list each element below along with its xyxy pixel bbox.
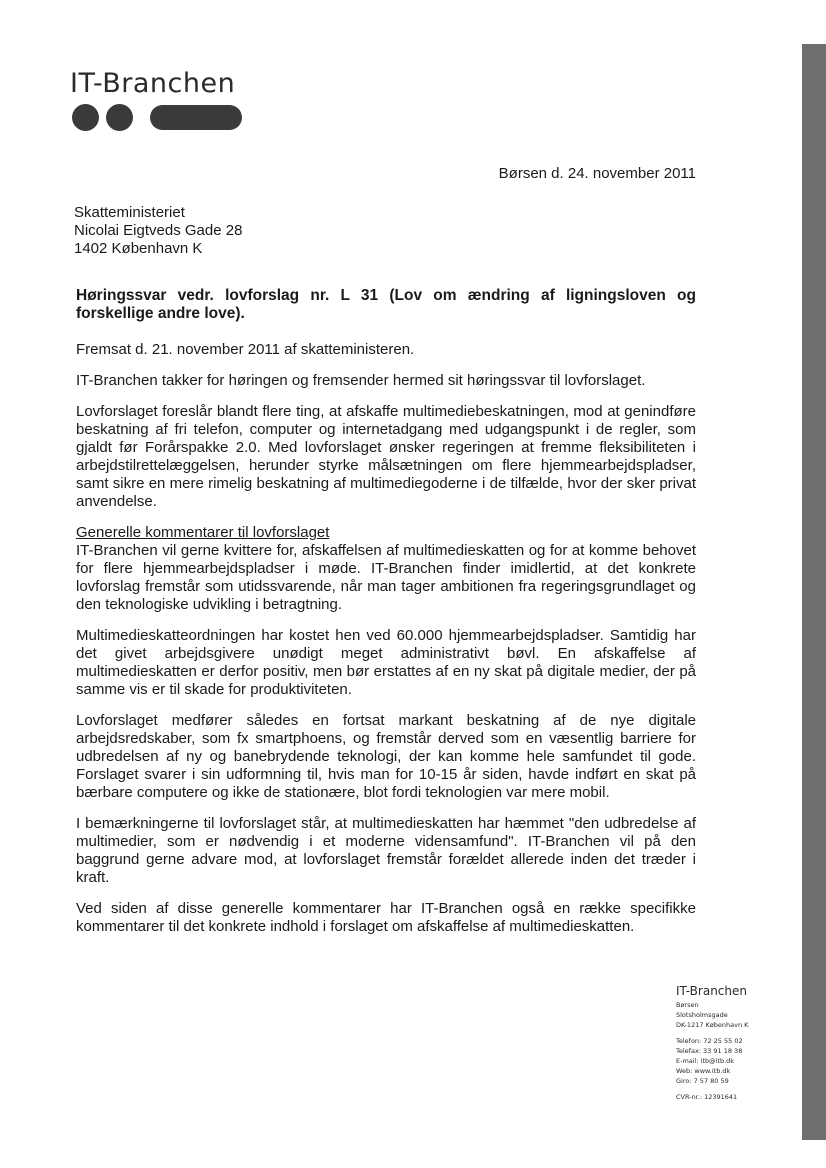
paragraph: Ved siden af disse generelle kommentarer har IT-Branchen også en række specifikke kommentarer til det konkrete indhold i forslaget om afskaffelse af multimedieskatten. bbox=[76, 900, 696, 935]
scan-edge-shadow bbox=[802, 44, 826, 1140]
footer-address-line: Slotsholmsgade bbox=[676, 1011, 728, 1019]
section-title: Generelle kommentarer til lovforslaget bbox=[76, 524, 330, 541]
footer-address-line: Børsen bbox=[676, 1001, 699, 1009]
paragraph: Lovforslaget medfører således en fortsat markant beskatning af de nye digitale arbejdsredskaber, som fx smartphoens, og fremstår derved som en væsentlig barriere for udbredelsen af ny og banebrydende teknologi, der kan komme hele samfundet til gode. Forslaget svarer i sin udformning til, hvis man for 10-15 år siden, havde indført en skat på bærbare computere og ikke de stationære, blot fordi teknologien var mere mobil. bbox=[76, 712, 696, 801]
footer-cvr: CVR-nr.: 12391641 bbox=[676, 1093, 738, 1101]
footer-name: IT-Branchen bbox=[676, 984, 747, 998]
letter-body bbox=[76, 287, 696, 949]
letter-date: Børsen d. 24. november 2011 bbox=[498, 165, 696, 182]
logo-pill-icon bbox=[150, 105, 242, 130]
footer-contact-line: E-mail: itb@itb.dk bbox=[676, 1057, 735, 1065]
recipient-address bbox=[74, 204, 242, 258]
section-block bbox=[76, 524, 696, 614]
paragraph: Fremsat d. 21. november 2011 af skatteministeren. bbox=[76, 341, 415, 358]
recipient-line: 1402 København K bbox=[74, 240, 203, 257]
paragraph: Multimedieskatteordningen har kostet hen ved 60.000 hjemmearbejdspladser. Samtidig har det givet arbejdsgivere unødigt meget administrativt bøvl. En afskaffelse af multimedieskatten er derfor positiv, men bør erstattes af en ny skat på digitale medier, der på samme vis er til skade for produktiviteten. bbox=[76, 627, 696, 698]
paragraph: IT-Branchen vil gerne kvittere for, afskaffelsen af multimedieskatten og for at komme behovet for flere hjemmearbejdspladser i møde. IT-Branchen finder imidlertid, at det konkrete lovforslag fremstår som utidssvarende, når man tager ambitionen fra regeringsgrundlaget og den teknologiske udvikling i betragtning. bbox=[76, 542, 696, 613]
paragraph: Lovforslaget foreslår blandt flere ting, at afskaffe multimediebeskatningen, mod at genindføre beskatning af fri telefon, computer og internetadgang med udgangspunkt i de regler, som gjaldt før Forårspakke 2.0. Med lovforslaget ønsker regeringen at fremme fleksibiliteten i arbejdstilrettelæggelsen, herunder styrke målsætningen om flere hjemmearbejdspladser, samt sikre en mere rimelig beskatning af multimediegoderne i de tilfælde, hvor der sker privat anvendelse. bbox=[76, 403, 696, 510]
footer-contact-line: Telefon: 72 25 55 02 bbox=[676, 1037, 743, 1045]
sender-footer bbox=[676, 984, 786, 1102]
recipient-line: Nicolai Eigtveds Gade 28 bbox=[74, 222, 243, 239]
paragraph: IT-Branchen takker for høringen og fremsender hermed sit høringssvar til lovforslaget. bbox=[76, 372, 646, 389]
letter-heading: Høringssvar vedr. lovforslag nr. L 31 (Lov om ændring af ligningsloven og forskellige andre love). bbox=[76, 287, 696, 322]
logo-wordmark: IT-Branchen bbox=[70, 68, 236, 99]
footer-address-line: DK-1217 København K bbox=[676, 1021, 749, 1029]
recipient-line: Skatteministeriet bbox=[74, 204, 185, 221]
paragraph: I bemærkningerne til lovforslaget står, at multimedieskatten har hæmmet "den udbredelse af multimedier, som er nødvendig i et moderne vidensamfund". IT-Branchen vil på den baggrund gerne advare mod, at lovforslaget fremstår forældet allerede inden det træder i kraft. bbox=[76, 815, 696, 886]
footer-contact-line: Giro: 7 57 80 59 bbox=[676, 1077, 729, 1085]
footer-contact-line: Web: www.itb.dk bbox=[676, 1067, 731, 1075]
logo-dot-icon bbox=[106, 104, 133, 131]
logo-dot-icon bbox=[72, 104, 99, 131]
footer-contact-line: Telefax: 33 91 18 38 bbox=[676, 1047, 743, 1055]
